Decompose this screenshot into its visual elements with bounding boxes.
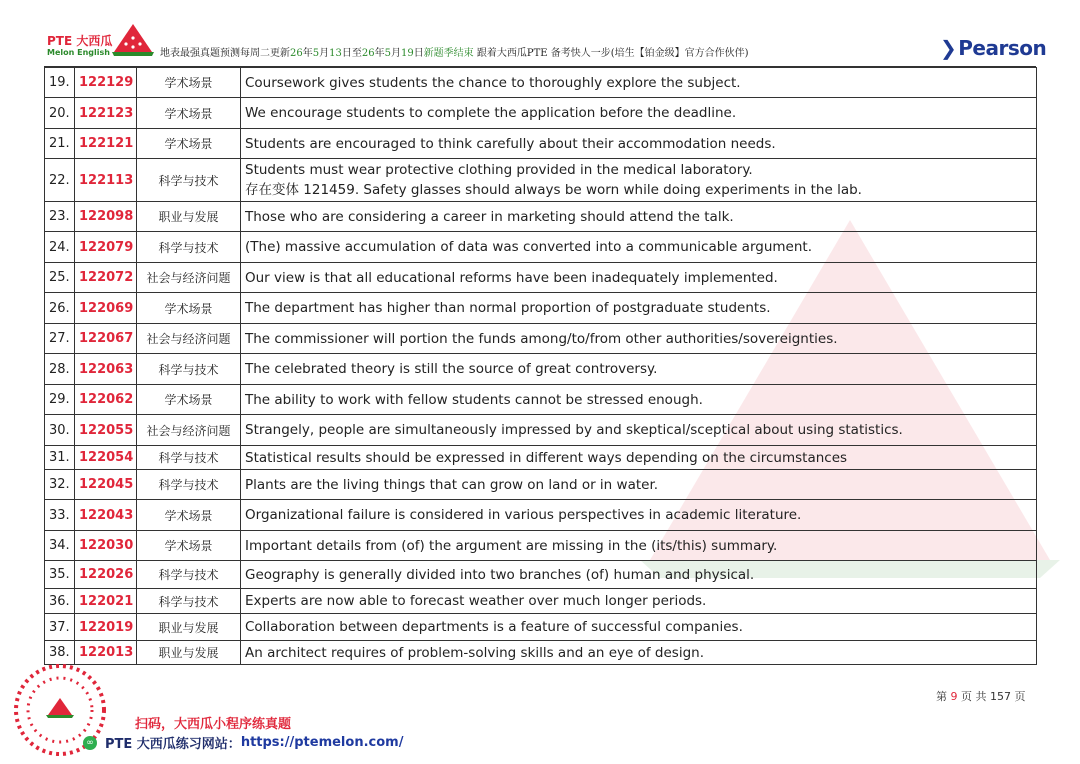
category-label: 学术场景 [137,98,241,129]
table-row [45,470,1037,500]
row-number: 35. [45,561,75,589]
logo-title: PTE 大西瓜 [47,34,113,48]
watermelon-logo-icon [112,22,154,58]
row-number: 27. [45,324,75,354]
category-label: 社会与经济问题 [137,263,241,293]
question-id: 122072 [75,263,137,293]
question-id: 122054 [75,446,137,470]
sentence-text: Students must wear protective clothing provided in the medical laboratory. [245,162,753,178]
category-label: 社会与经济问题 [137,324,241,354]
question-id: 122019 [75,614,137,641]
practice-site-row [83,732,403,750]
category-label: 职业与发展 [137,641,241,665]
wechat-miniprogram-icon: ∞ [83,736,97,750]
table-row [45,98,1037,129]
category-label: 学术场景 [137,68,241,98]
sentence-cell: An architect requires of problem-solving skills and an eye of design. [241,641,1037,665]
sentence-cell: The celebrated theory is still the source of great controversy. [241,354,1037,385]
question-id: 122113 [75,159,137,202]
question-id: 122026 [75,561,137,589]
question-id: 122013 [75,641,137,665]
table-row [45,129,1037,159]
table-row [45,531,1037,561]
scan-prompt: 扫码，大西瓜小程序练真题 [135,717,292,732]
category-label: 科学与技术 [137,446,241,470]
question-id: 122021 [75,589,137,614]
page-header [0,0,1080,68]
row-number: 21. [45,129,75,159]
sentence-cell [241,159,1037,202]
table-row [45,446,1037,470]
sentence-cell: Geography is generally divided into two branches (of) human and physical. [241,561,1037,589]
sentence-cell: Important details from (of) the argument are missing in the (its/this) summary. [241,531,1037,561]
sentence-cell: Experts are now able to forecast weather over much longer periods. [241,589,1037,614]
sentence-cell: Students are encouraged to think carefully about their accommodation needs. [241,129,1037,159]
sentence-table-body [45,68,1037,665]
row-number: 30. [45,415,75,446]
row-number: 20. [45,98,75,129]
sentence-cell: We encourage students to complete the application before the deadline. [241,98,1037,129]
category-label: 科学与技术 [137,232,241,263]
pearson-logo: ❯ Pearson [940,36,1047,60]
category-label: 学术场景 [137,129,241,159]
question-id: 122063 [75,354,137,385]
table-row [45,415,1037,446]
question-id: 122067 [75,324,137,354]
row-number: 34. [45,531,75,561]
sentence-cell: Statistical results should be expressed in different ways depending on the circumstances [241,446,1037,470]
sentence-cell: Those who are considering a career in marketing should attend the talk. [241,202,1037,232]
sentence-cell: The ability to work with fellow students cannot be stressed enough. [241,385,1037,415]
sentence-cell: Plants are the living things that can grow on land or in water. [241,470,1037,500]
row-number: 38. [45,641,75,665]
table-row [45,589,1037,614]
row-number: 33. [45,500,75,531]
question-id: 122098 [75,202,137,232]
season-label: 新题季结束 [423,48,474,59]
sentence-variant-text: 存在变体 121459. Safety glasses should always be worn while doing experiments in the lab. [245,182,862,198]
page-number: 第 9 页 共 157 页 [936,690,1026,703]
table-row [45,159,1037,202]
row-number: 32. [45,470,75,500]
category-label: 科学与技术 [137,561,241,589]
category-label: 科学与技术 [137,470,241,500]
sentence-cell: Organizational failure is considered in various perspectives in academic literature. [241,500,1037,531]
melon-english-logo [44,22,164,66]
category-label: 科学与技术 [137,354,241,385]
category-label: 学术场景 [137,293,241,324]
question-id: 122043 [75,500,137,531]
row-number: 31. [45,446,75,470]
sentence-cell: Coursework gives students the chance to thoroughly explore the subject. [241,68,1037,98]
row-number: 29. [45,385,75,415]
table-row [45,293,1037,324]
question-id: 122121 [75,129,137,159]
category-label: 科学与技术 [137,589,241,614]
row-number: 19. [45,68,75,98]
table-row [45,68,1037,98]
sentence-cell: The commissioner will portion the funds among/to/from other authorities/sovereignties. [241,324,1037,354]
table-row [45,385,1037,415]
header-tagline: 地表最强真题预测每周二更新26年5月13日至26年5月19日新题季结束 跟着大西瓜PTE 备考快人一步(培生【铂金级】官方合作伙伴) [160,48,749,59]
category-label: 社会与经济问题 [137,415,241,446]
question-id: 122062 [75,385,137,415]
category-label: 职业与发展 [137,202,241,232]
table-row [45,641,1037,665]
table-row [45,614,1037,641]
site-link[interactable]: https://ptemelon.com/ [240,735,404,750]
row-number: 36. [45,589,75,614]
sentence-cell: (The) massive accumulation of data was converted into a communicable argument. [241,232,1037,263]
category-label: 学术场景 [137,500,241,531]
row-number: 22. [45,159,75,202]
table-row [45,561,1037,589]
logo-subtitle: Melon English [47,48,110,57]
question-id: 122129 [75,68,137,98]
sentence-cell: Collaboration between departments is a feature of successful companies. [241,614,1037,641]
question-id: 122030 [75,531,137,561]
question-id: 122079 [75,232,137,263]
site-label: PTE 大西瓜练习网站： [105,737,241,752]
table-row [45,263,1037,293]
sentence-table [44,67,1037,665]
category-label: 学术场景 [137,531,241,561]
row-number: 24. [45,232,75,263]
row-number: 23. [45,202,75,232]
row-number: 28. [45,354,75,385]
row-number: 26. [45,293,75,324]
category-label: 职业与发展 [137,614,241,641]
category-label: 科学与技术 [137,159,241,202]
table-row [45,324,1037,354]
category-label: 学术场景 [137,385,241,415]
table-row [45,500,1037,531]
question-id: 122069 [75,293,137,324]
table-row [45,354,1037,385]
sentence-cell: Strangely, people are simultaneously impressed by and skeptical/sceptical about using statistics. [241,415,1037,446]
row-number: 25. [45,263,75,293]
table-row [45,232,1037,263]
sentence-cell: The department has higher than normal proportion of postgraduate students. [241,293,1037,324]
table-row [45,202,1037,232]
question-id: 122055 [75,415,137,446]
question-id: 122045 [75,470,137,500]
pearson-logo-icon: ❯ [940,36,957,60]
sentence-cell: Our view is that all educational reforms have been inadequately implemented. [241,263,1037,293]
question-id: 122123 [75,98,137,129]
row-number: 37. [45,614,75,641]
